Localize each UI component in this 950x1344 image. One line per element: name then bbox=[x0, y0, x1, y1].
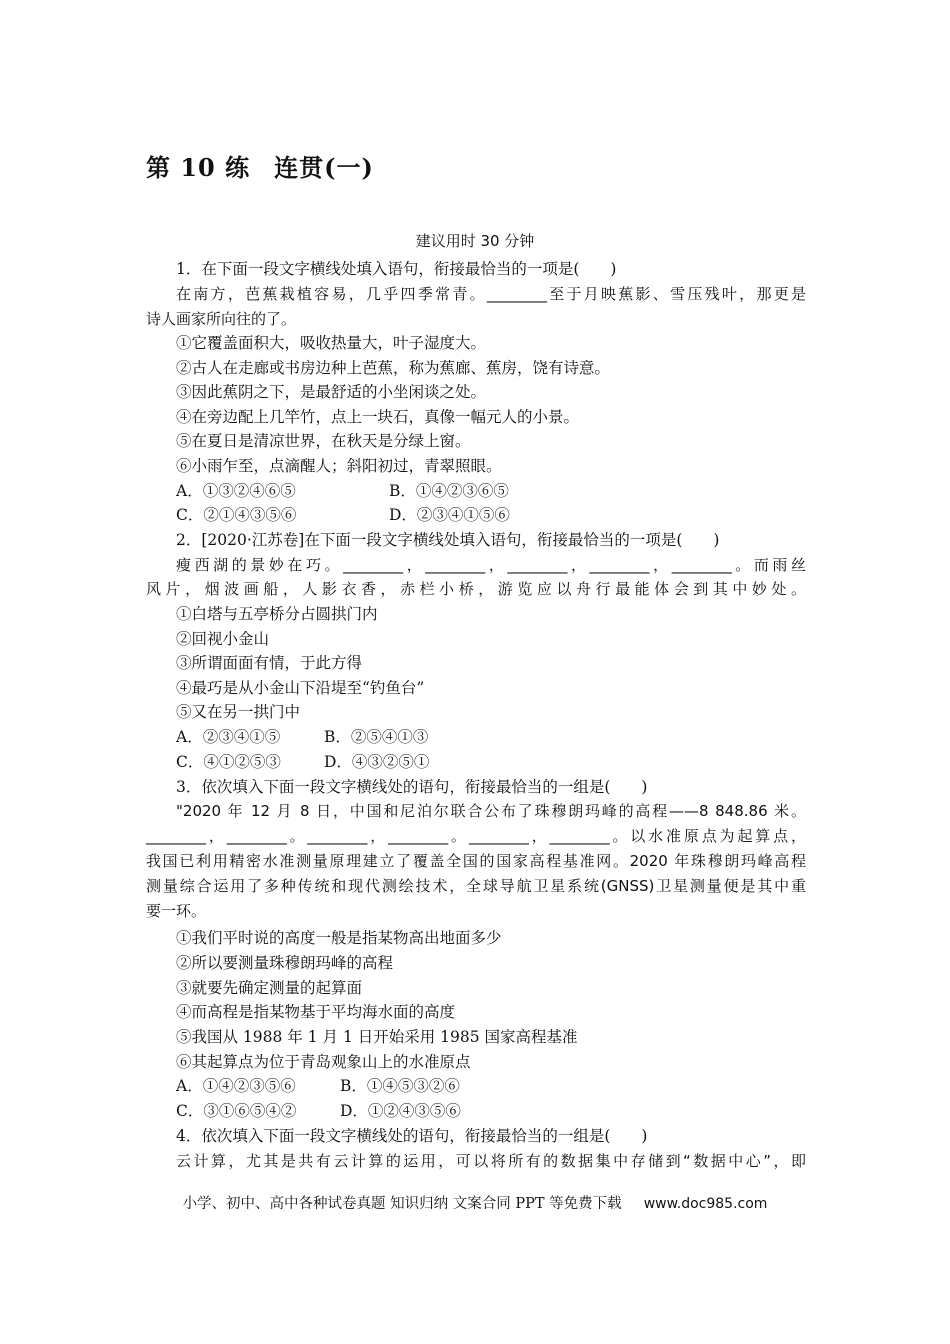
q2-item: ⑤又在另一拱门中 bbox=[176, 703, 301, 721]
q1-option-d[interactable]: D．②③④①⑤⑥ bbox=[389, 506, 510, 524]
q2-passage-line: 瘦西湖的景妙在巧。________，________，________，________，________。而雨丝 bbox=[176, 556, 806, 574]
q1-passage-line: 诗人画家所向往的了。 bbox=[146, 310, 297, 328]
q3-item: ④而高程是指某物基于平均海水面的高度 bbox=[176, 1003, 456, 1021]
q3-options-row bbox=[176, 1100, 461, 1122]
q1-item: ⑥小雨乍至，点滴醒人；斜阳初过，青翠照眼。 bbox=[176, 457, 502, 475]
q2-item: ④最巧是从小金山下沿堤至“钓鱼台” bbox=[176, 679, 425, 697]
q2-item: ③所谓面面有情，于此方得 bbox=[176, 654, 363, 672]
q2-option-a[interactable]: A．②③④①⑤ bbox=[176, 728, 281, 746]
q1-item: ⑤在夏日是清凉世界，在秋天是分绿上窗。 bbox=[176, 432, 471, 450]
q3-option-a[interactable]: A．①④②③⑤⑥ bbox=[176, 1077, 296, 1095]
q3-option-c[interactable]: C．③①⑥⑤④② bbox=[176, 1102, 297, 1120]
q1-item: ②古人在走廊或书房边种上芭蕉，称为蕉廊、蕉房，饶有诗意。 bbox=[176, 359, 611, 377]
q1-stem: 1．在下面一段文字横线处填入语句，衔接最恰当的一项是( ) bbox=[176, 260, 617, 278]
q3-item: ⑥其起算点为位于青岛观象山上的水准原点 bbox=[176, 1053, 471, 1071]
q1-options-row bbox=[176, 480, 509, 502]
q2-options-row bbox=[176, 751, 429, 773]
footer-site-link[interactable]: www.doc985.com bbox=[643, 1196, 768, 1212]
q1-options-row bbox=[176, 504, 510, 526]
q2-option-b[interactable]: B．②⑤④①③ bbox=[324, 728, 429, 746]
suggested-time: 建议用时 30 分钟 bbox=[415, 232, 535, 250]
title-main: 第 10 练 bbox=[146, 153, 251, 182]
q1-option-a[interactable]: A．①③②④⑥⑤ bbox=[176, 482, 296, 500]
q3-passage-line: 要一环。 bbox=[146, 902, 207, 920]
q1-passage-line: 在南方，芭蕉栽植容易，几乎四季常青。________至于月映蕉影、雪压残叶，那更是 bbox=[176, 285, 806, 303]
q1-item: ④在旁边配上几竿竹，点上一块石，真像一幅元人的小景。 bbox=[176, 408, 580, 426]
page-footer bbox=[0, 1192, 950, 1213]
q1-item: ③因此蕉阴之下，是最舒适的小坐闲谈之处。 bbox=[176, 383, 487, 401]
q2-option-c[interactable]: C．④①②⑤③ bbox=[176, 753, 281, 771]
q3-options-row bbox=[176, 1075, 460, 1097]
q4-passage-line: 云计算，尤其是共有云计算的运用，可以将所有的数据集中存储到“数据中心”，即 bbox=[176, 1152, 806, 1170]
q3-option-b[interactable]: B．①④⑤③②⑥ bbox=[340, 1077, 460, 1095]
q2-item: ②回视小金山 bbox=[176, 630, 270, 648]
q1-item: ①它覆盖面积大，吸收热量大，叶子湿度大。 bbox=[176, 334, 487, 352]
q3-option-d[interactable]: D．①②④③⑤⑥ bbox=[340, 1102, 461, 1120]
footer-text: 小学、初中、高中各种试卷真题 知识归纳 文案合同 PPT 等免费下载 bbox=[182, 1196, 622, 1212]
q2-stem: 2．[2020·江苏卷]在下面一段文字横线处填入语句，衔接最恰当的一项是( ) bbox=[176, 531, 720, 549]
q3-item: ⑤我国从 1988 年 1 月 1 日开始采用 1985 国家高程基准 bbox=[176, 1028, 578, 1046]
q2-passage-line: 风片，烟波画船，人影衣香，赤栏小桥，游览应以舟行最能体会到其中妙处。 bbox=[146, 580, 806, 598]
q3-item: ①我们平时说的高度一般是指某物高出地面多少 bbox=[176, 929, 502, 947]
q3-passage-line: 测量综合运用了多种传统和现代测绘技术，全球导航卫星系统(GNSS)卫星测量便是其中重 bbox=[146, 877, 806, 895]
q3-passage-line: ________，________。________，________。________，________。以水准原点为起算点， bbox=[146, 827, 806, 845]
q1-option-b[interactable]: B．①④②③⑥⑤ bbox=[389, 482, 509, 500]
q3-passage-line: 我国已利用精密水准测量原理建立了覆盖全国的国家高程基准网。2020 年珠穆朗玛峰高程 bbox=[146, 852, 806, 870]
q3-item: ②所以要测量珠穆朗玛峰的高程 bbox=[176, 954, 394, 972]
page-title bbox=[146, 148, 374, 183]
q3-passage-line: "2020 年 12 月 8 日，中国和尼泊尔联合公布了珠穆朗玛峰的高程——8 848.86 米。 bbox=[176, 802, 806, 820]
q3-item: ③就要先确定测量的起算面 bbox=[176, 979, 363, 997]
q2-option-d[interactable]: D．④③②⑤① bbox=[324, 753, 430, 771]
q4-stem: 4．依次填入下面一段文字横线处的语句，衔接最恰当的一组是( ) bbox=[176, 1127, 648, 1145]
q2-options-row bbox=[176, 726, 428, 748]
q1-option-c[interactable]: C．②①④③⑤⑥ bbox=[176, 506, 297, 524]
q2-item: ①白塔与五亭桥分占圆拱门内 bbox=[176, 605, 378, 623]
title-sub: 连贯(一) bbox=[274, 153, 374, 182]
q3-stem: 3．依次填入下面一段文字横线处的语句，衔接最恰当的一组是( ) bbox=[176, 778, 648, 796]
